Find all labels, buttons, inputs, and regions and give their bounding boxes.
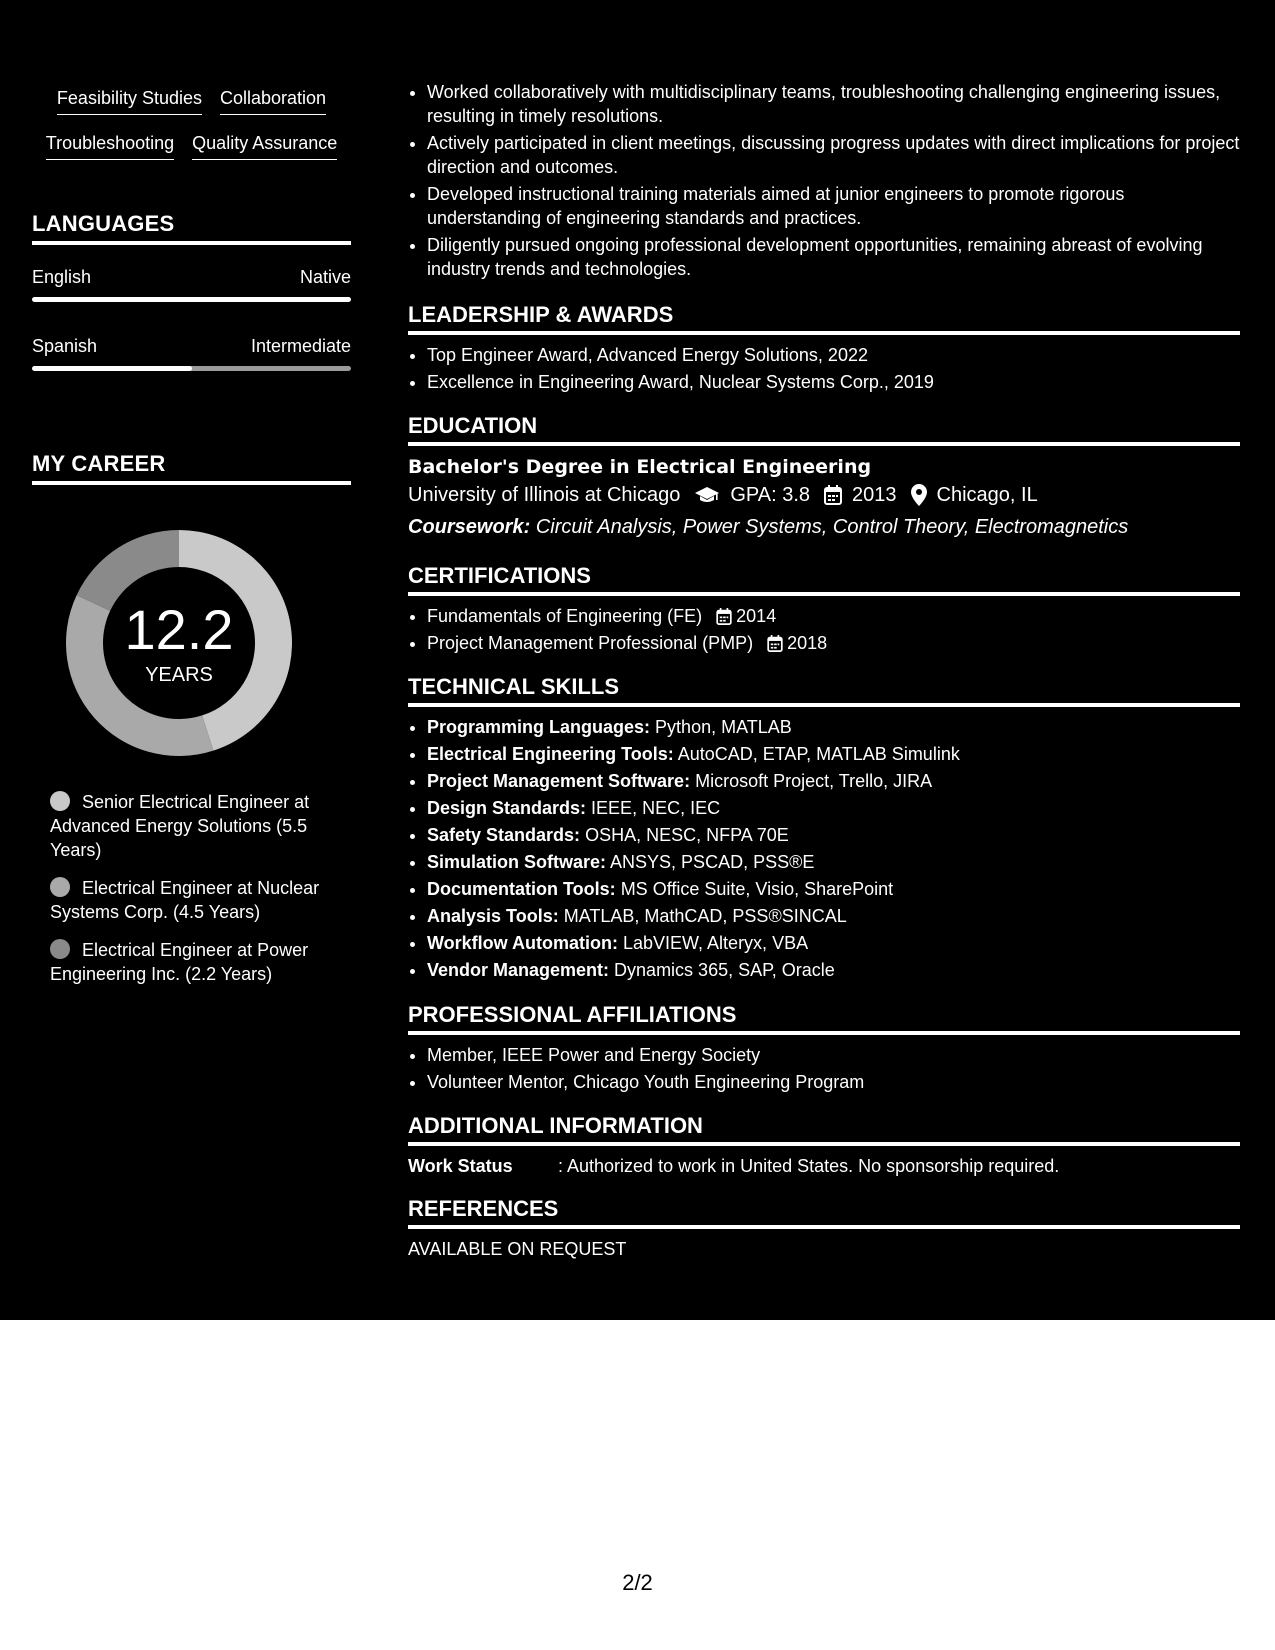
skill-tag: Feasibility Studies (57, 86, 202, 115)
skill-row (32, 86, 351, 131)
career-title: MY CAREER (32, 451, 351, 485)
certification-year: 2018 (787, 633, 828, 653)
language-name: Spanish (32, 336, 98, 356)
career-item-label: Senior Electrical Engineer at Advanced Energy Solutions (5.5 Years) (50, 792, 310, 860)
technical-skill-item (427, 715, 1240, 739)
skill-tag: Collaboration (220, 86, 326, 115)
language-item (32, 265, 351, 302)
technical-skill-item (427, 823, 1240, 847)
career-item (50, 876, 340, 924)
technical-skill-label: Vendor Management: (427, 960, 610, 980)
experience-bullet: • Developed instructional training materials aimed at junior engineers to promote rigorous understanding of engineering standards and practices. (427, 182, 1240, 230)
coursework-label: Coursework: (408, 516, 531, 538)
experience-bullet: • Actively participated in client meetings, discussing progress updates with direct implications for project direction and outcomes. (427, 131, 1240, 179)
technical-skill-label: Design Standards: (427, 798, 587, 818)
technical-skill-label: Electrical Engineering Tools: (427, 744, 674, 764)
skill-tags (32, 86, 351, 176)
legend-dot (50, 791, 70, 811)
technical-skill-value: ANSYS, PSCAD, PSS®E (610, 852, 815, 872)
technical-skill-value: Python, MATLAB (655, 717, 792, 737)
coursework (408, 512, 1240, 542)
technical-skill-item (427, 742, 1240, 766)
certifications-section (408, 563, 1240, 658)
references-section (408, 1196, 1240, 1261)
calendar-icon (716, 608, 732, 625)
experience-bullets (408, 80, 1240, 284)
awards-title: LEADERSHIP & AWARDS (408, 302, 1240, 335)
school: University of Illinois at Chicago (408, 484, 681, 506)
certification-item (427, 631, 1240, 655)
work-status-row (408, 1154, 1240, 1178)
degree: Bachelor's Degree in Electrical Engineering (408, 456, 872, 478)
additional-info-section (408, 1113, 1240, 1178)
technical-skill-label: Analysis Tools: (427, 906, 559, 926)
language-bar-fill (32, 297, 351, 302)
education-section (408, 413, 1240, 542)
technical-skill-item (427, 769, 1240, 793)
additional-info-title: ADDITIONAL INFORMATION (408, 1113, 1240, 1146)
language-level: Native (299, 267, 351, 287)
technical-skill-item (427, 904, 1240, 928)
education-details (408, 480, 1240, 510)
award-item: • Excellence in Engineering Award, Nuclear Systems Corp., 2019 (427, 370, 1240, 394)
language-bar-fill (32, 366, 192, 371)
certification-name: • Project Management Professional (PMP) (427, 633, 754, 653)
career-legend (50, 790, 340, 1000)
career-item (50, 790, 340, 862)
work-status-label: Work Status (408, 1156, 513, 1176)
technical-skills-title: TECHNICAL SKILLS (408, 674, 1240, 707)
language-bar (32, 297, 351, 302)
affiliation-item: • Member, IEEE Power and Energy Society (427, 1043, 1240, 1067)
graduation-cap-icon (694, 485, 720, 505)
technical-skill-label: Programming Languages: (427, 717, 651, 737)
technical-skill-value: Microsoft Project, Trello, JIRA (695, 771, 933, 791)
technical-skills-section (408, 674, 1240, 985)
career-section (32, 451, 351, 485)
technical-skill-item (427, 958, 1240, 982)
location-pin-icon (911, 484, 927, 506)
skill-row (32, 131, 351, 176)
technical-skill-label: Project Management Software: (427, 771, 691, 791)
certification-year: 2014 (736, 606, 777, 626)
technical-skill-label: Safety Standards: (427, 825, 581, 845)
certification-name: • Fundamentals of Engineering (FE) (427, 606, 703, 626)
legend-dot (50, 877, 70, 897)
certification-item (427, 604, 1240, 628)
technical-skill-value: IEEE, NEC, IEC (591, 798, 721, 818)
graduation-year: 2013 (852, 484, 897, 506)
technical-skill-label: Documentation Tools: (427, 879, 616, 899)
language-name: English (32, 267, 92, 287)
calendar-icon (767, 635, 783, 652)
technical-skills-list (408, 715, 1240, 982)
certifications-title: CERTIFICATIONS (408, 563, 1240, 596)
technical-skill-item (427, 877, 1240, 901)
career-item-label: Electrical Engineer at Power Engineering Inc. (2.2 Years) (50, 940, 309, 984)
skill-tag: Troubleshooting (46, 131, 174, 160)
technical-skill-value: LabVIEW, Alteryx, VBA (623, 933, 809, 953)
language-level: Intermediate (250, 336, 351, 356)
calendar-icon (824, 485, 842, 505)
skill-tag: Quality Assurance (192, 131, 337, 160)
references-title: REFERENCES (408, 1196, 1240, 1229)
awards-section (408, 302, 1240, 397)
language-item (32, 334, 351, 371)
legend-dot (50, 939, 70, 959)
work-status-value: : Authorized to work in United States. No sponsorship required. (558, 1156, 1060, 1176)
technical-skill-value: MATLAB, MathCAD, PSS®SINCAL (563, 906, 847, 926)
language-bar (32, 366, 351, 371)
education-title: EDUCATION (408, 413, 1240, 446)
award-item: • Top Engineer Award, Advanced Energy Solutions, 2022 (427, 343, 1240, 367)
experience-bullet: • Worked collaboratively with multidisciplinary teams, troubleshooting challenging engineering issues, resulting in timely resolutions. (427, 80, 1240, 128)
career-item (50, 938, 340, 986)
affiliation-item: • Volunteer Mentor, Chicago Youth Engineering Program (427, 1070, 1240, 1094)
career-item-label: Electrical Engineer at Nuclear Systems Corp. (4.5 Years) (50, 878, 320, 922)
languages-title: LANGUAGES (32, 211, 351, 245)
experience-bullet: • Diligently pursued ongoing professional development opportunities, remaining abreast of evolving industry trends and technologies. (427, 233, 1240, 281)
affiliations-section (408, 1002, 1240, 1097)
technical-skill-value: MS Office Suite, Visio, SharePoint (620, 879, 894, 899)
location: Chicago, IL (936, 484, 1038, 506)
career-total: 12.2 (124, 598, 234, 661)
affiliations-title: PROFESSIONAL AFFILIATIONS (408, 1002, 1240, 1035)
technical-skill-item (427, 850, 1240, 874)
page-number: 2/2 (622, 1570, 653, 1595)
technical-skill-item (427, 796, 1240, 820)
career-donut-chart (66, 530, 292, 756)
technical-skill-label: Workflow Automation: (427, 933, 618, 953)
technical-skill-value: AutoCAD, ETAP, MATLAB Simulink (677, 744, 960, 764)
references-text: AVAILABLE ON REQUEST (408, 1239, 627, 1259)
technical-skill-value: OSHA, NESC, NFPA 70E (585, 825, 789, 845)
languages-section (32, 211, 351, 371)
technical-skill-value: Dynamics 365, SAP, Oracle (614, 960, 835, 980)
gpa: GPA: 3.8 (730, 484, 811, 506)
career-unit: YEARS (145, 664, 213, 686)
technical-skill-item (427, 931, 1240, 955)
technical-skill-label: Simulation Software: (427, 852, 607, 872)
coursework-list: Circuit Analysis, Power Systems, Control Theory, Electromagnetics (535, 516, 1129, 538)
